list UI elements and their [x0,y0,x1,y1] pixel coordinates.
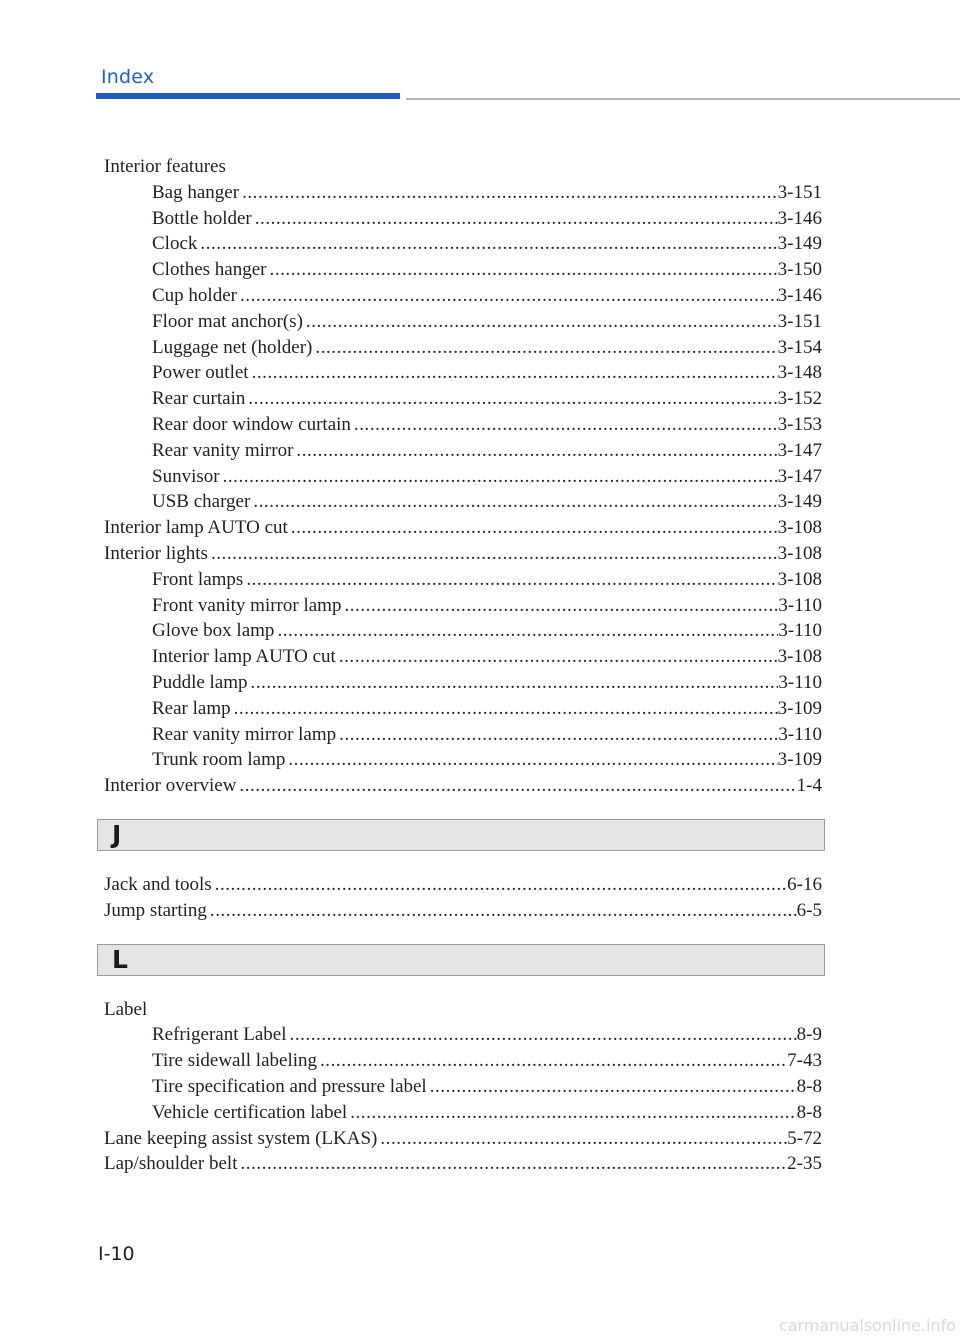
index-entry [104,154,822,180]
dot-leader [341,593,778,619]
entry-label: Floor mat anchor(s) [152,310,303,332]
index-group-i [104,154,822,799]
entry-label: Interior lamp AUTO cut [152,646,336,668]
entry-page-ref: 3-154 [777,336,822,358]
index-entry [104,1126,822,1152]
entry-label: Clothes hanger [152,259,267,281]
dot-leader [207,898,797,924]
index-subentry [104,309,822,335]
entry-label: Sunvisor [152,465,220,487]
dot-leader [351,412,778,438]
page-number: I-10 [98,1243,135,1265]
dot-leader [293,438,777,464]
index-entry [104,773,822,799]
dot-leader [231,696,778,722]
index-subentry [104,722,822,748]
entry-label: Lane keeping assist system (LKAS) [104,1127,378,1149]
index-subentry [104,360,822,386]
entry-page-ref: 3-109 [777,749,822,771]
entry-page-ref: 3-147 [777,439,822,461]
index-subentry [104,412,822,438]
index-subentry [104,644,822,670]
entry-page-ref: 6-5 [796,899,822,921]
entry-page-ref: 3-151 [777,181,822,203]
entry-label: Clock [152,233,198,255]
index-subentry [104,231,822,257]
entry-page-ref: 5-72 [787,1127,822,1149]
index-subentry [104,1048,822,1074]
entry-label: Trunk room lamp [152,749,286,771]
dot-leader [274,618,778,644]
index-subentry [104,1022,822,1048]
entry-label: Jack and tools [104,873,212,895]
index-subentry [104,489,822,515]
entry-label: Tire sidewall labeling [152,1050,317,1072]
entry-label: Vehicle certification label [152,1101,348,1123]
entry-label: Cup holder [152,284,237,306]
dot-leader [285,747,777,773]
header-accent-bar [96,93,400,99]
entry-label: Puddle lamp [152,671,248,693]
entry-label: USB charger [152,491,251,513]
entry-label: Luggage net (holder) [152,336,313,358]
entry-label: Rear vanity mirror lamp [152,723,337,745]
letter-heading-j: J [97,819,825,851]
entry-page-ref: 3-108 [777,542,822,564]
entry-page-ref: 3-110 [778,723,822,745]
entry-label: Bag hanger [152,181,240,203]
entry-label: Interior lights [104,542,208,564]
dot-leader [303,309,778,335]
entry-page-ref: 1-4 [796,775,822,797]
index-subentry [104,283,822,309]
entry-label: Rear door window curtain [152,413,351,435]
dot-leader [377,1126,787,1152]
entry-page-ref: 3-149 [777,233,822,255]
index-subentry [104,257,822,283]
index-subentry [104,464,822,490]
entry-label: Rear curtain [152,388,246,410]
header-rule [406,98,960,100]
entry-label: Interior features [104,156,226,177]
entry-page-ref: 7-43 [787,1050,822,1072]
index-subentry [104,180,822,206]
dot-leader [249,360,778,386]
dot-leader [252,206,778,232]
entry-label: Rear vanity mirror [152,439,294,461]
index-entry [104,997,822,1023]
dot-leader [245,386,777,412]
index-subentry [104,335,822,361]
entry-page-ref: 3-110 [778,620,822,642]
entry-page-ref: 3-149 [777,491,822,513]
entry-page-ref: 3-108 [777,517,822,539]
entry-page-ref: 3-148 [777,362,822,384]
index-subentry [104,206,822,232]
dot-leader [336,644,778,670]
dot-leader [312,335,777,361]
entry-page-ref: 3-152 [777,388,822,410]
dot-leader [220,464,778,490]
dot-leader [243,567,777,593]
dot-leader [238,1151,788,1177]
entry-label: Tire specification and pressure label [152,1075,427,1097]
dot-leader [288,515,778,541]
watermark: carmanualsonline.info [778,1316,956,1335]
entry-page-ref: 6-16 [787,873,822,895]
entry-page-ref: 3-153 [777,413,822,435]
dot-leader [347,1100,796,1126]
dot-leader [239,180,778,206]
entry-page-ref: 3-108 [777,568,822,590]
entry-page-ref: 8-9 [796,1024,822,1046]
index-entry [104,515,822,541]
index-subentry [104,1074,822,1100]
index-entry [104,872,822,898]
page-header-title: Index [101,66,155,88]
entry-page-ref: 2-35 [787,1153,822,1175]
entry-label: Glove box lamp [152,620,275,642]
dot-leader [236,773,796,799]
entry-page-ref: 3-110 [778,594,822,616]
dot-leader [427,1074,797,1100]
entry-label: Bottle holder [152,207,252,229]
entry-label: Lap/shoulder belt [104,1153,238,1175]
dot-leader [248,670,779,696]
index-entries [104,154,822,1177]
index-subentry [104,1100,822,1126]
dot-leader [237,283,778,309]
entry-label: Label [104,998,148,1020]
dot-leader [336,722,778,748]
entry-page-ref: 3-151 [777,310,822,332]
entry-label: Jump starting [104,899,207,921]
index-subentry [104,438,822,464]
index-subentry [104,670,822,696]
entry-label: Front vanity mirror lamp [152,594,342,616]
index-entry [104,1151,822,1177]
index-entry [104,898,822,924]
index-group-j [104,872,822,924]
index-group-l [104,997,822,1178]
dot-leader [317,1048,787,1074]
index-subentry [104,386,822,412]
dot-leader [208,541,778,567]
entry-page-ref: 3-109 [777,697,822,719]
entry-label: Interior overview [104,775,237,797]
index-entry [104,541,822,567]
index-subentry [104,567,822,593]
entry-page-ref: 8-8 [796,1101,822,1123]
dot-leader [287,1022,797,1048]
entry-page-ref: 3-110 [778,671,822,693]
dot-leader [250,489,777,515]
index-subentry [104,593,822,619]
entry-label: Interior lamp AUTO cut [104,517,288,539]
entry-label: Power outlet [152,362,249,384]
entry-page-ref: 3-150 [777,259,822,281]
entry-page-ref: 3-146 [777,207,822,229]
entry-page-ref: 3-146 [777,284,822,306]
entry-page-ref: 8-8 [796,1075,822,1097]
entry-label: Refrigerant Label [152,1024,287,1046]
dot-leader [212,872,788,898]
index-subentry [104,618,822,644]
index-subentry [104,747,822,773]
dot-leader [197,231,777,257]
index-subentry [104,696,822,722]
letter-heading-l: L [97,944,825,976]
entry-page-ref: 3-147 [777,465,822,487]
entry-label: Front lamps [152,568,244,590]
dot-leader [267,257,778,283]
entry-page-ref: 3-108 [777,646,822,668]
entry-label: Rear lamp [152,697,231,719]
